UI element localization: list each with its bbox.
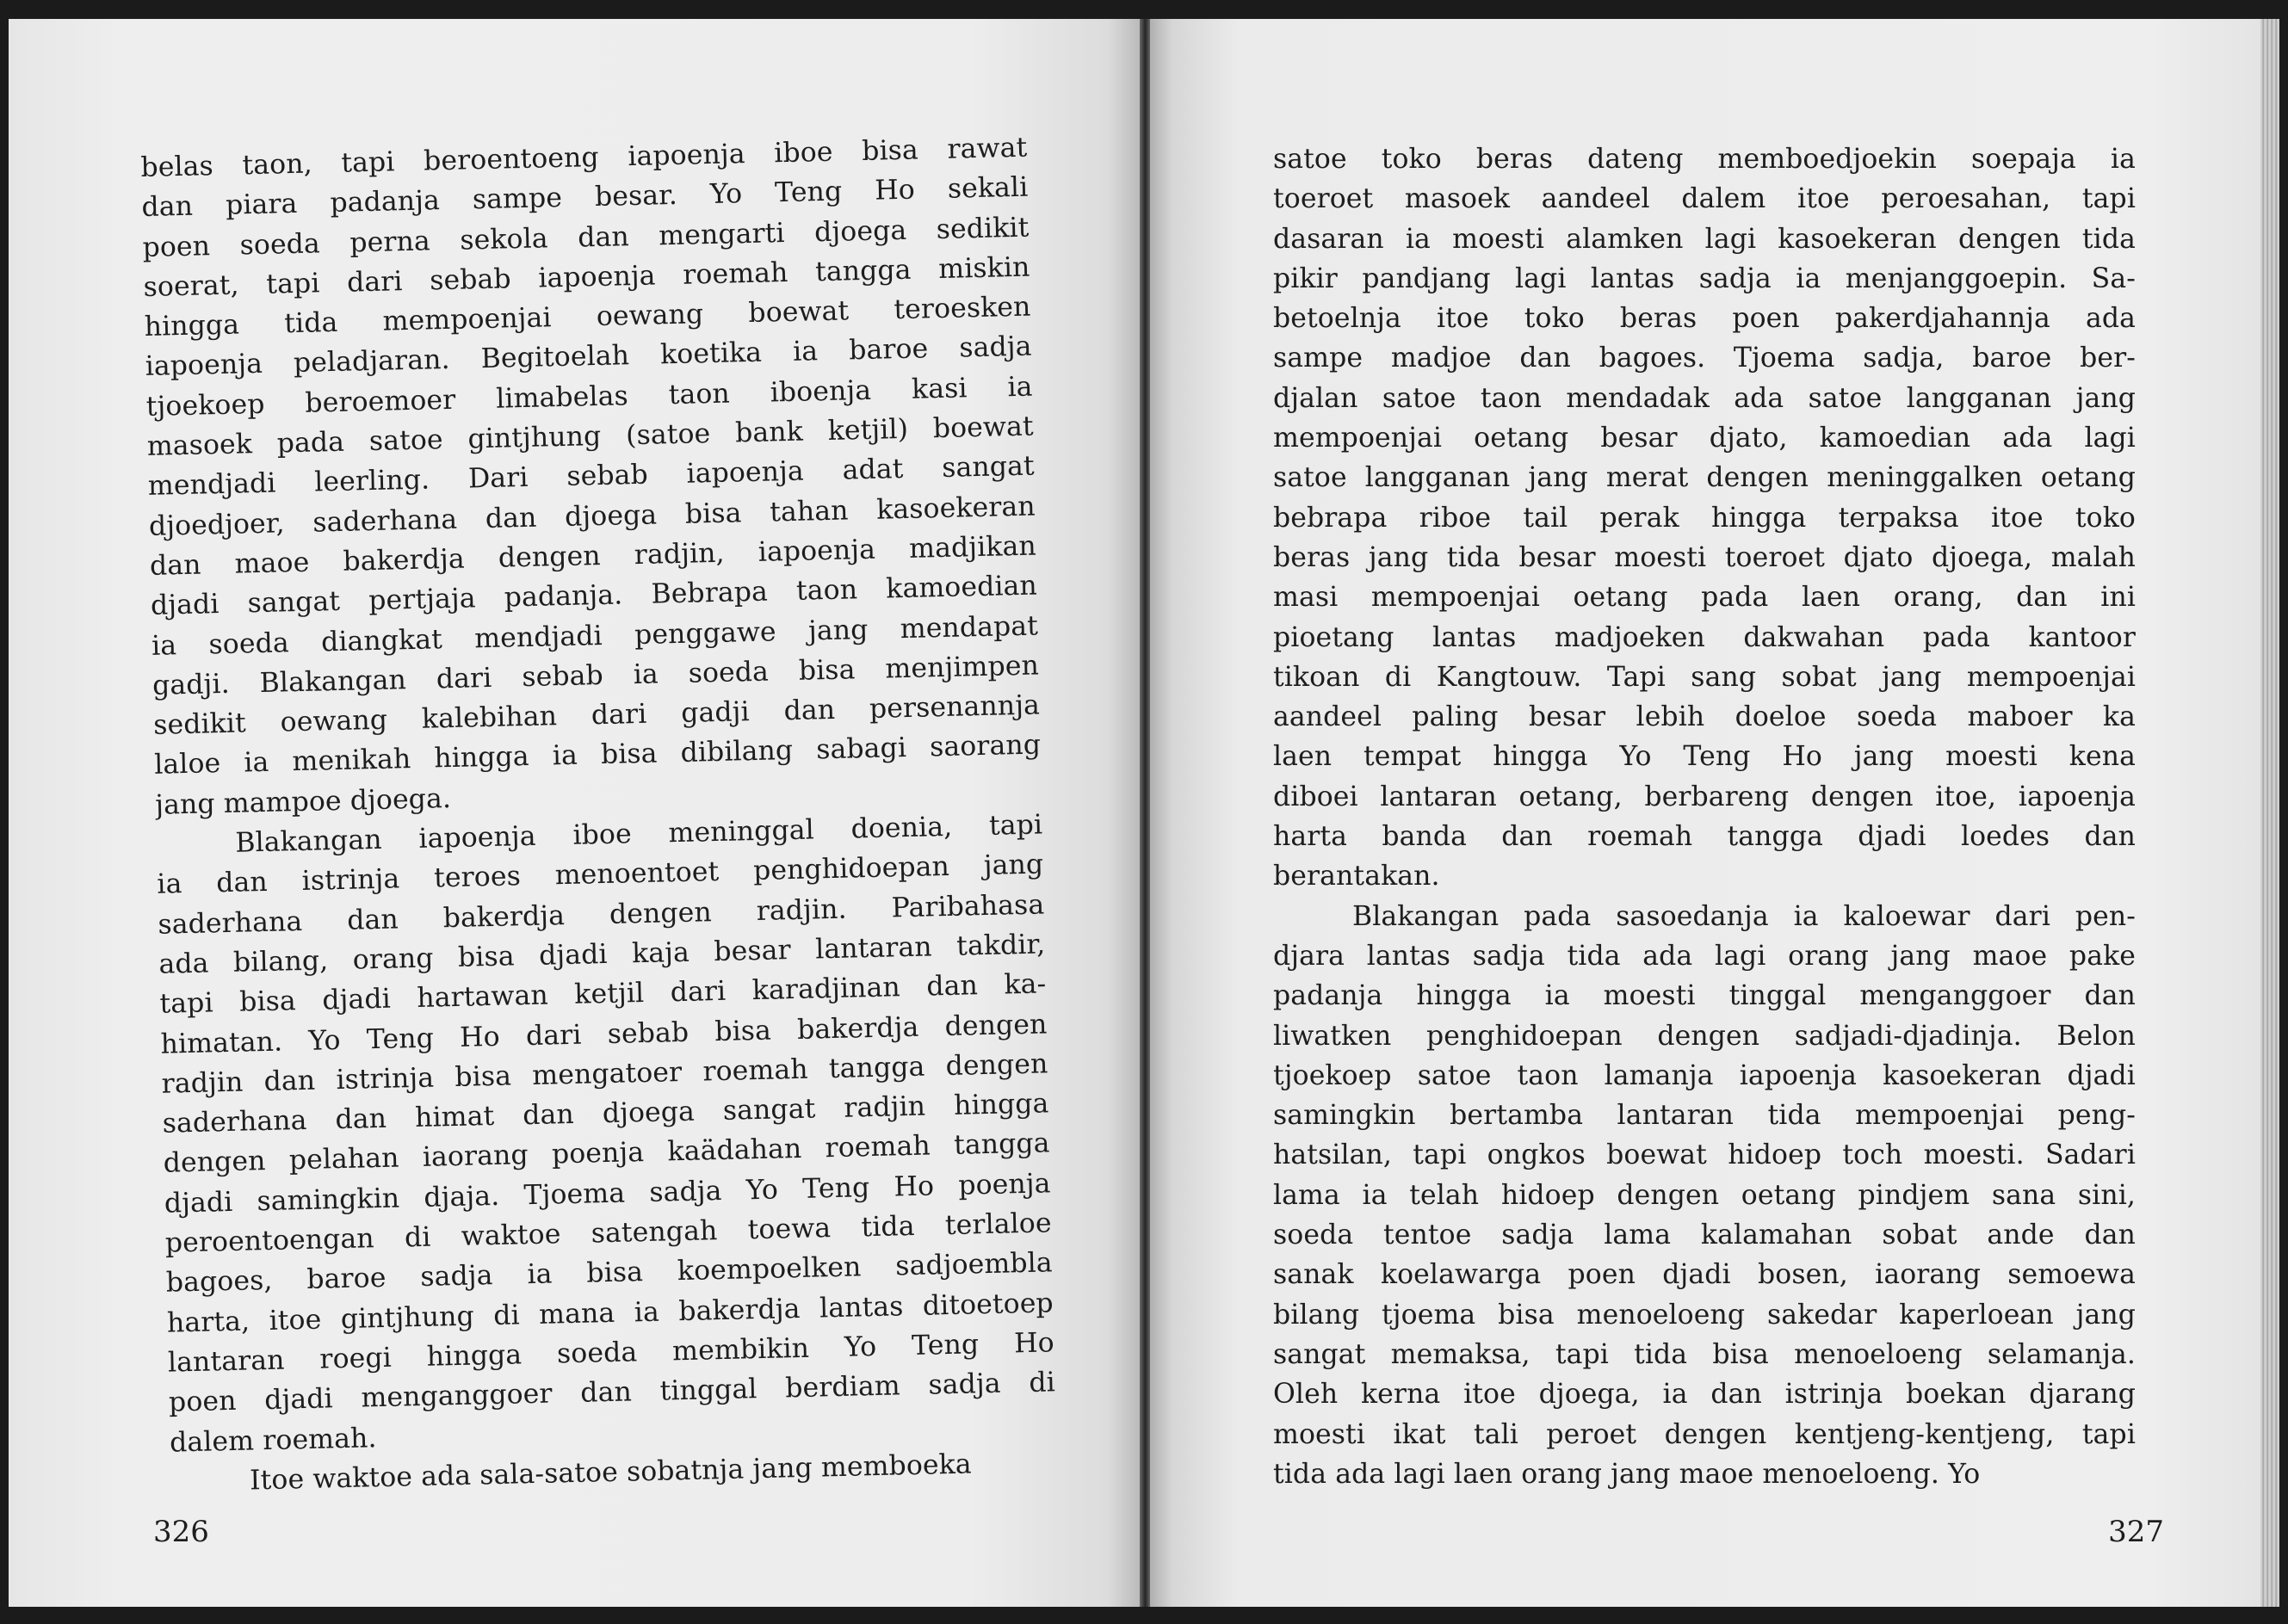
left-page <box>9 19 1141 1607</box>
text-line: radjin dan istrinja bisa mengatoer roemah tangga dengen <box>161 1048 1048 1100</box>
text-line: tjoekoep satoe taon lamanja iapoenja kasoekeran djadi <box>1273 1059 2136 1091</box>
text-line: pikir pandjang lagi lantas sadja ia menjanggoepin. Sa- <box>1273 262 2136 294</box>
text-line: dengen pelahan iaorang poenja kaädahan roemah tangga <box>163 1127 1050 1180</box>
text-line: harta banda dan roemah tangga djadi loedes dan <box>1273 821 2136 853</box>
text-line: soerat, tapi dari sebab iapoenja roemah tangga miskin <box>143 251 1030 303</box>
text-line: tida ada lagi laen orang jang maoe menoeloeng. Yo <box>1273 1458 1981 1490</box>
text-line: gadji. Blakangan dari sebab ia soeda bisa menjimpen <box>152 650 1040 701</box>
text-line: sedikit oewang kalebihan dari gadji dan persenannja <box>152 689 1041 741</box>
text-line: soeda tentoe sadja lama kalamahan sobat ande dan <box>1273 1220 2136 1251</box>
text-line: djoedjoer, saderhana dan djoega bisa tahan kasoekeran <box>148 491 1036 542</box>
text-line: bilang tjoema bisa menoeloeng sakedar kaperloean jang <box>1273 1299 2136 1331</box>
text-line: masoek pada satoe gintjhung (satoe bank ketjil) boewat <box>146 411 1035 462</box>
text-line: djalan satoe taon mendadak ada satoe langganan jang <box>1273 382 2136 414</box>
text-line: satoe toko beras dateng memboedjoekin soepaja ia <box>1273 144 2136 175</box>
right-page-text <box>1273 139 2136 1494</box>
text-line: ia dan istrinja teroes menoentoet penghidoepan jang <box>157 849 1044 901</box>
text-line: hingga tida mempoenjai oewang boewat teroesken <box>144 291 1031 343</box>
text-line: betoelnja itoe toko beras poen pakerdjahannja ada <box>1273 303 2136 335</box>
page-edges <box>2260 19 2279 1607</box>
text-line: Blakangan pada sasoedanja ia kaloewar dari pen- <box>1352 900 2136 932</box>
text-line: harta, itoe gintjhung di mana ia bakerdja lantas ditoetoep <box>166 1287 1054 1339</box>
text-line: satoe langganan jang merat dengen meninggalken oetang <box>1273 462 2136 494</box>
text-line: mendjadi leerling. Dari sebab iapoenja adat sangat <box>147 450 1036 503</box>
text-line: himatan. Yo Teng Ho dari sebab bisa bakerdja dengen <box>160 1008 1048 1060</box>
text-line: saderhana dan bakerdja dengen radjin. Paribahasa <box>158 889 1045 941</box>
text-line: poen soeda perna sekola dan mengarti djoega sedikit <box>142 212 1030 263</box>
text-line: peroentoengan di waktoe satengah toewa tida terlaloe <box>164 1207 1053 1259</box>
text-line: Itoe waktoe ada sala-satoe sobatnja jang memboeka <box>249 1448 973 1497</box>
text-line: beras jang tida besar moesti toeroet djato djoega, malah <box>1273 541 2136 573</box>
text-line: lama ia telah hidoep dengen oetang pindjem sana sini, <box>1273 1179 2136 1211</box>
text-line: bebrapa riboe tail perak hingga terpaksa itoe toko <box>1273 502 2136 534</box>
text-line: aandeel paling besar lebih doeloe soeda maboer ka <box>1273 701 2136 733</box>
right-page-number: 327 <box>2108 1515 2164 1549</box>
text-line: masi mempoenjai oetang pada laen orang, dan ini <box>1273 582 2136 614</box>
text-line: pioetang lantas madjoeken dakwahan pada kantoor <box>1273 621 2136 653</box>
text-line: lantaran roegi hingga soeda membikin Yo Teng Ho <box>167 1327 1055 1379</box>
text-line: belas taon, tapi beroentoeng iapoenja iboe bisa rawat <box>140 132 1028 183</box>
text-line: Blakangan iapoenja iboe meninggal doenia, tapi <box>234 809 1043 859</box>
text-line: bagoes, baroe sadja ia bisa koempoelken sadjoembla <box>165 1247 1054 1299</box>
text-line: moesti ikat tali peroet dengen kentjeng-kentjeng, tapi <box>1273 1418 2136 1450</box>
text-line: ada bilang, orang bisa djadi kaja besar lantaran takdir, <box>158 929 1046 980</box>
text-line: saderhana dan himat dan djoega sangat radjin hingga <box>162 1088 1049 1139</box>
text-line: tjoekoep beroemoer limabelas taon iboenja kasi ia <box>145 371 1033 423</box>
left-page-number: 326 <box>153 1515 209 1549</box>
text-line: sangat memaksa, tapi tida bisa menoeloeng selamanja. <box>1273 1338 2136 1370</box>
text-line: poen djadi menganggoer dan tinggal berdiam sadja di <box>168 1367 1056 1418</box>
text-line: dasaran ia moesti alamken lagi kasoekeran dengen tida <box>1273 223 2136 255</box>
text-line: laloe ia menikah hingga ia bisa dibilang sabagi saorang <box>153 729 1042 781</box>
text-line: tikoan di Kangtouw. Tapi sang sobat jang mempoenjai <box>1273 661 2136 693</box>
text-line: padanja hingga ia moesti tinggal menganggoer dan <box>1273 980 2136 1012</box>
text-line: berantakan. <box>1273 861 1440 892</box>
text-line: dan piara padanja sampe besar. Yo Teng Ho sekali <box>141 171 1029 224</box>
text-line: hatsilan, tapi ongkos boewat hidoep toch moesti. Sadari <box>1273 1139 2136 1171</box>
text-line: djara lantas sadja tida ada lagi orang jang maoe pake <box>1273 940 2136 972</box>
text-line: diboei lantaran oetang, berbareng dengen itoe, iapoenja <box>1273 781 2136 812</box>
text-line: iapoenja peladjaran. Begitoelah koetika ia baroe sadja <box>145 331 1032 383</box>
text-line: dalem roemah. <box>169 1422 377 1459</box>
text-line: mempoenjai oetang besar djato, kamoedian ada lagi <box>1273 423 2136 454</box>
text-line: tapi bisa djadi hartawan ketjil dari karadjinan dan ka- <box>159 968 1047 1020</box>
text-line: samingkin bertamba lantaran tida mempoenjai peng- <box>1273 1100 2136 1132</box>
text-line: Oleh kerna itoe djoega, ia dan istrinja boekan djarang <box>1273 1379 2136 1411</box>
right-page <box>1150 19 2260 1607</box>
text-line: sampe madjoe dan bagoes. Tjoema sadja, baroe ber- <box>1273 343 2136 374</box>
text-line: djadi sangat pertjaja padanja. Bebrapa taon kamoedian <box>150 570 1038 622</box>
text-line: jang mampoe djoega. <box>154 782 452 821</box>
text-line: sanak koelawarga poen djadi bosen, iaorang semoewa <box>1273 1259 2136 1291</box>
text-line: djadi samingkin djaja. Tjoema sadja Yo Teng Ho poenja <box>164 1168 1051 1220</box>
text-line: liwatken penghidoepan dengen sadjadi-djadinja. Belon <box>1273 1020 2136 1052</box>
text-line: ia soeda diangkat mendjadi penggawe jang mendapat <box>151 610 1039 662</box>
text-line: toeroet masoek aandeel dalem itoe peroesahan, tapi <box>1273 183 2136 215</box>
left-page-text <box>140 128 1057 1503</box>
text-line: laen tempat hingga Yo Teng Ho jang moesti kena <box>1273 741 2136 773</box>
text-line: dan maoe bakerdja dengen radjin, iapoenja madjikan <box>149 530 1037 582</box>
